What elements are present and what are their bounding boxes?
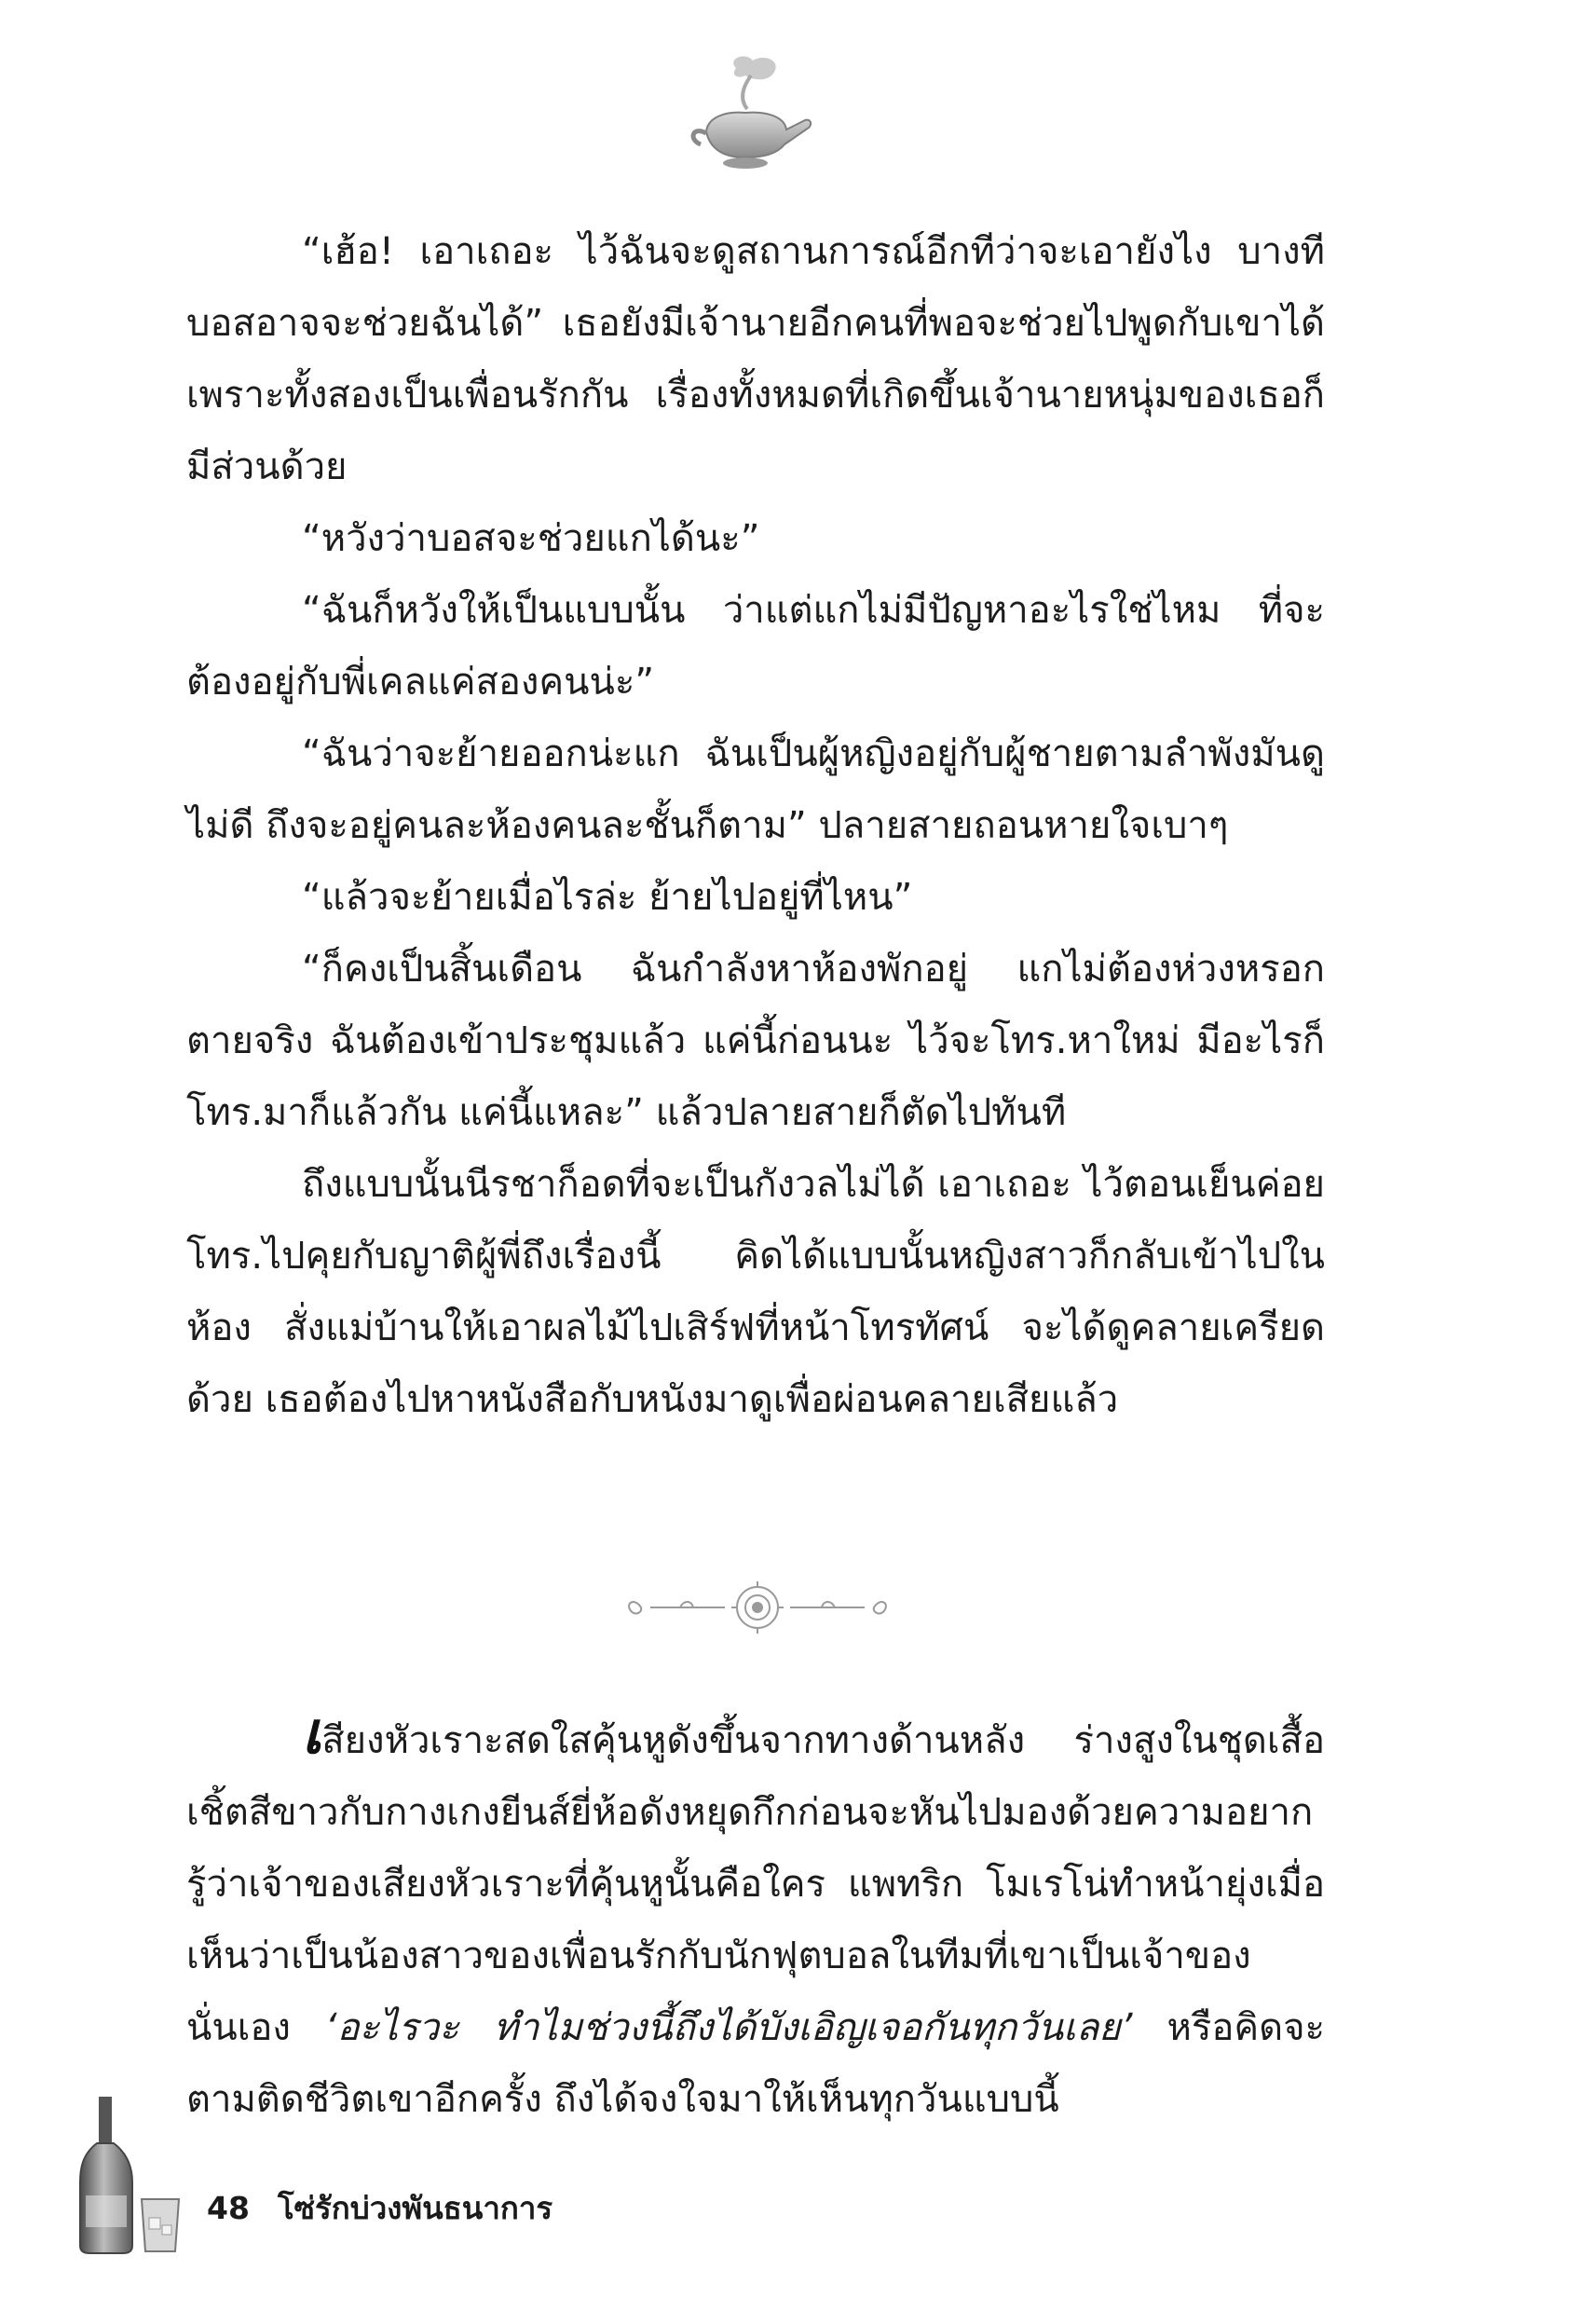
decorative-initial: เ xyxy=(302,1699,322,1767)
paragraph: “แล้วจะย้ายเมื่อไรล่ะ ย้ายไปอยู่ที่ไหน” xyxy=(302,876,913,919)
paragraph-text: สียงหัวเราะสดใสคุ้นหูดังขึ้นจากทางด้านหลัง ร่างสูงในชุดเสื้อเชิ้ตสีขาวกับกางเกงยีนส์ยี่ห้อดังหยุดกึกก่อนจะหันไปมองด้วยความอยากรู้ว่าเจ้าของเสียงหัวเราะที่คุ้นหูนั้นคือใคร แพทริก โมเรโน่ทำหน้ายุ่งเมื่อเห็นว่าเป็นน้องสาวของเพื่อนรักกับนักฟุตบอลในทีมที่เขาเป็นเจ้าของนั่นเอง xyxy=(186,1719,1325,2049)
paragraph: “ฉันก็หวังให้เป็นแบบนั้น ว่าแต่แกไม่มีปัญหาอะไรใช่ไหม ที่จะต้องอยู่กับพี่เคลแค่สองคนน่ะ” xyxy=(186,589,1325,704)
text-block-two xyxy=(186,1699,1326,2136)
paragraph: ถึงแบบนั้นนีรชาก็อดที่จะเป็นกังวลไม่ได้ เอาเถอะ ไว้ตอนเย็นค่อยโทร.ไปคุยกับญาติผู้พี่ถึงเรื่องนี้ คิดได้แบบนั้นหญิงสาวก็กลับเข้าไปในห้อง สั่งแม่บ้านให้เอาผลไม้ไปเสิร์ฟที่หน้าโทรทัศน์ จะได้ดูคลายเครียดด้วย เธอต้องไปหาหนังสือกับหนังมาดูเพื่อผ่อนคลายเสียแล้ว xyxy=(186,1163,1325,1421)
chapter-opening-paragraph xyxy=(186,1699,1326,2136)
text-block-one xyxy=(186,216,1325,1436)
page-number: 48 xyxy=(207,2190,250,2226)
paragraph: “หวังว่าบอสจะช่วยแกได้นะ” xyxy=(302,517,760,560)
italic-thought: ‘อะไรวะ ทำไมช่วงนี้ถึงได้บังเอิญเจอกันทุกวันเลย’ xyxy=(324,2006,1133,2049)
book-title: โซ่รักบ่วงพันธนาการ xyxy=(277,2190,553,2226)
paragraph-text-end: หรือคิดจะตามติดชีวิตเขาอีกครั้ง ถึงได้จงใจมาให้เห็นทุกวันแบบนี้ xyxy=(186,2006,1326,2121)
genie-lamp-icon xyxy=(680,51,820,172)
page-footer xyxy=(207,2183,552,2233)
paragraph: “ก็คงเป็นสิ้นเดือน ฉันกำลังหาห้องพักอยู่ แกไม่ต้องห่วงหรอก ตายจริง ฉันต้องเข้าประชุมแล้ว แค่นี้ก่อนนะ ไว้จะโทร.หาใหม่ มีอะไรก็โทร.มาก็แล้วกัน แค่นี้แหละ” แล้วปลายสายก็ตัดไปทันที xyxy=(186,948,1325,1134)
paragraph: “ฉันว่าจะย้ายออกน่ะแก ฉันเป็นผู้หญิงอยู่กับผู้ชายตามลำพังมันดูไม่ดี ถึงจะอยู่คนละห้องคนละชั้นก็ตาม” ปลายสายถอนหายใจเบาๆ xyxy=(186,732,1325,847)
ornament-divider-icon xyxy=(622,1579,893,1635)
bottle-and-glass-icon xyxy=(75,2097,186,2255)
paragraph: “เฮ้อ! เอาเถอะ ไว้ฉันจะดูสถานการณ์อีกทีว่าจะเอายังไง บางทีบอสอาจจะช่วยฉันได้” เธอยังมีเจ้านายอีกคนที่พอจะช่วยไปพูดกับเขาได้ เพราะทั้งสองเป็นเพื่อนรักกัน เรื่องทั้งหมดที่เกิดขึ้นเจ้านายหนุ่มของเธอก็มีส่วนด้วย xyxy=(186,230,1325,488)
